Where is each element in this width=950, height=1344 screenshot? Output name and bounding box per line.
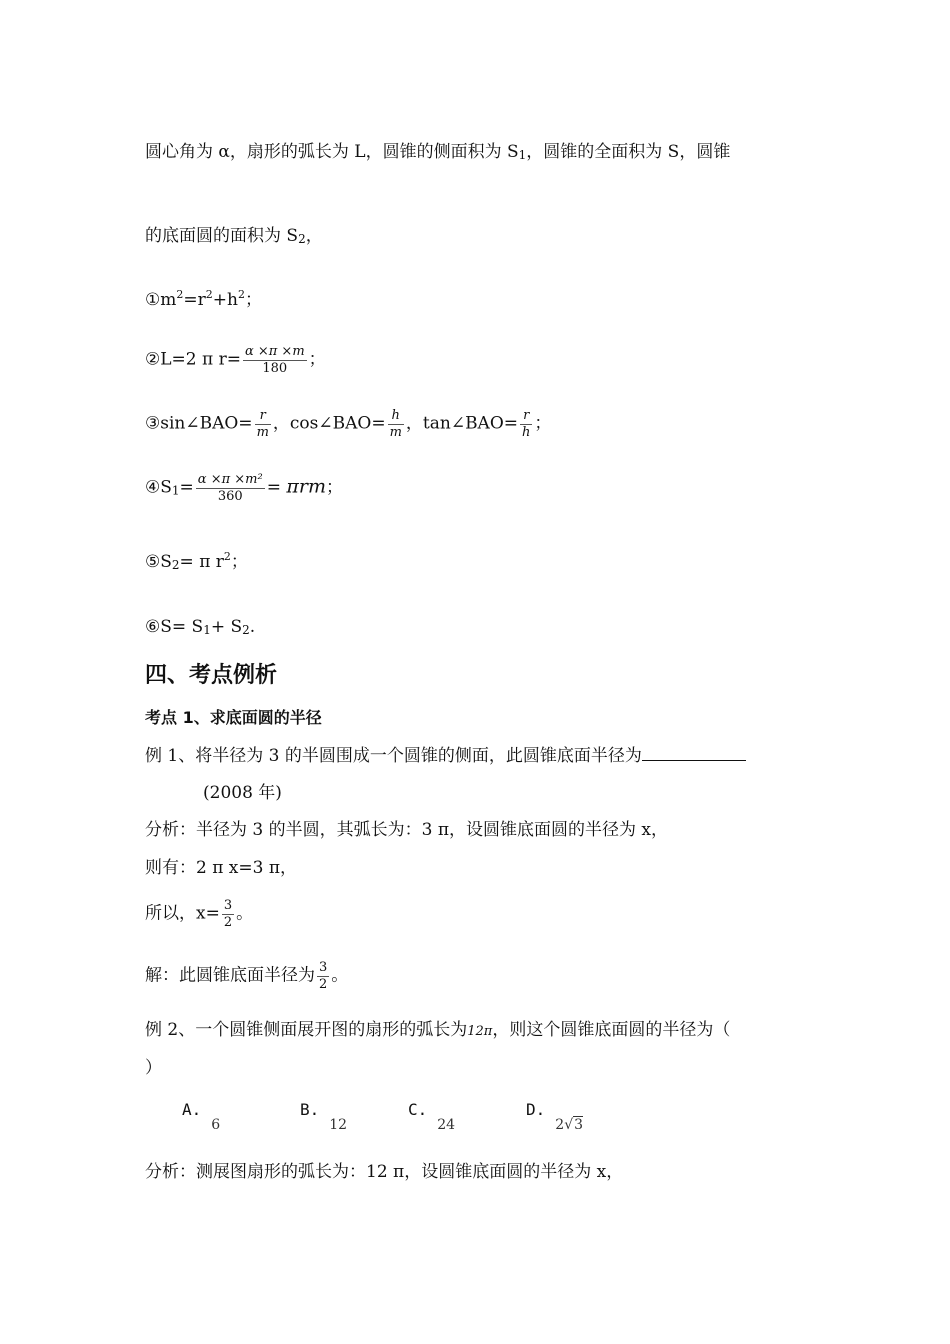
formula-4: $④S_1=$ $\frac{\text{α ×π ×m²}}{360}$ = πrm；	[145, 472, 343, 504]
formula-2: ②L=2 π r= $\frac{\alpha \times\pi \times m}{180}$ ；	[145, 344, 326, 376]
example-2-analysis: 分析：测展图扇形的弧长为：12 π，设圆锥底面圆的半径为 x，	[145, 1162, 624, 1182]
example-1-equation: 则有：2 π x=3 π，	[145, 858, 298, 878]
lateral-area-fraction: $\frac{\text{α ×π ×m²}}{360}$	[197, 472, 263, 504]
answer-blank	[642, 746, 746, 761]
cos-fraction: $\frac{h}{m}$	[389, 408, 402, 440]
x-fraction: $\frac{3}{2}$	[223, 898, 233, 930]
section-title: 四、考点例析	[145, 663, 278, 688]
definition-line-1: 圆心角为 α，扇形的弧长为 L，圆锥的侧面积为 $S_1$，圆锥的全面积为 S，圆锥	[145, 142, 731, 162]
arc-length-fraction: $\frac{\alpha \times\pi \times m}{180}$	[244, 344, 305, 376]
formula-6: ⑥S= $S_1+ S_2$.	[145, 617, 256, 637]
example-2: 例 2、一个圆锥侧面展开图的扇形的弧长为12π，则这个圆锥底面圆的半径为（	[145, 1020, 731, 1040]
definition-line-2: 的底面圆的面积为 $S_2$，	[145, 226, 323, 246]
example-1-analysis: 分析：半径为 3 的半圆，其弧长为：3 π，设圆锥底面圆的半径为 x，	[145, 820, 669, 840]
formula-1: $①m^2=r^2+h^2$；	[145, 288, 262, 310]
example-1-so: 所以，x= $\frac{3}{2}$ 。	[145, 898, 254, 930]
option-a: $A._6$	[182, 1100, 221, 1133]
formula-3: ③sin∠BAO= $\frac{r}{m}$ ，cos∠BAO= $\frac{h}{m}$ ，tan∠BAO= $\frac{r}{h}$ ；	[145, 408, 552, 440]
point-1-title: 考点 1、求底面圆的半径	[145, 708, 322, 727]
sin-fraction: $\frac{r}{m}$	[256, 408, 269, 440]
example-2-close: ）	[145, 1058, 162, 1078]
radius-fraction: $\frac{3}{2}$	[319, 960, 328, 992]
tan-fraction: $\frac{r}{h}$	[522, 408, 531, 440]
option-c: $C._{24}$	[408, 1100, 456, 1133]
example-1-answer: 解：此圆锥底面半径为 $\frac{3}{2}$ 。	[145, 960, 349, 992]
example-1-year: (2008 年)	[203, 783, 282, 803]
option-d: $D._{2√3}$	[526, 1100, 584, 1133]
option-b: $B._{12}$	[300, 1100, 348, 1133]
example-1: 例 1、将半径为 3 的半圆围成一个圆锥的侧面，此圆锥底面半径为	[145, 746, 746, 766]
formula-5: $⑤S_2= \pi$ $r^2$；	[145, 550, 248, 572]
